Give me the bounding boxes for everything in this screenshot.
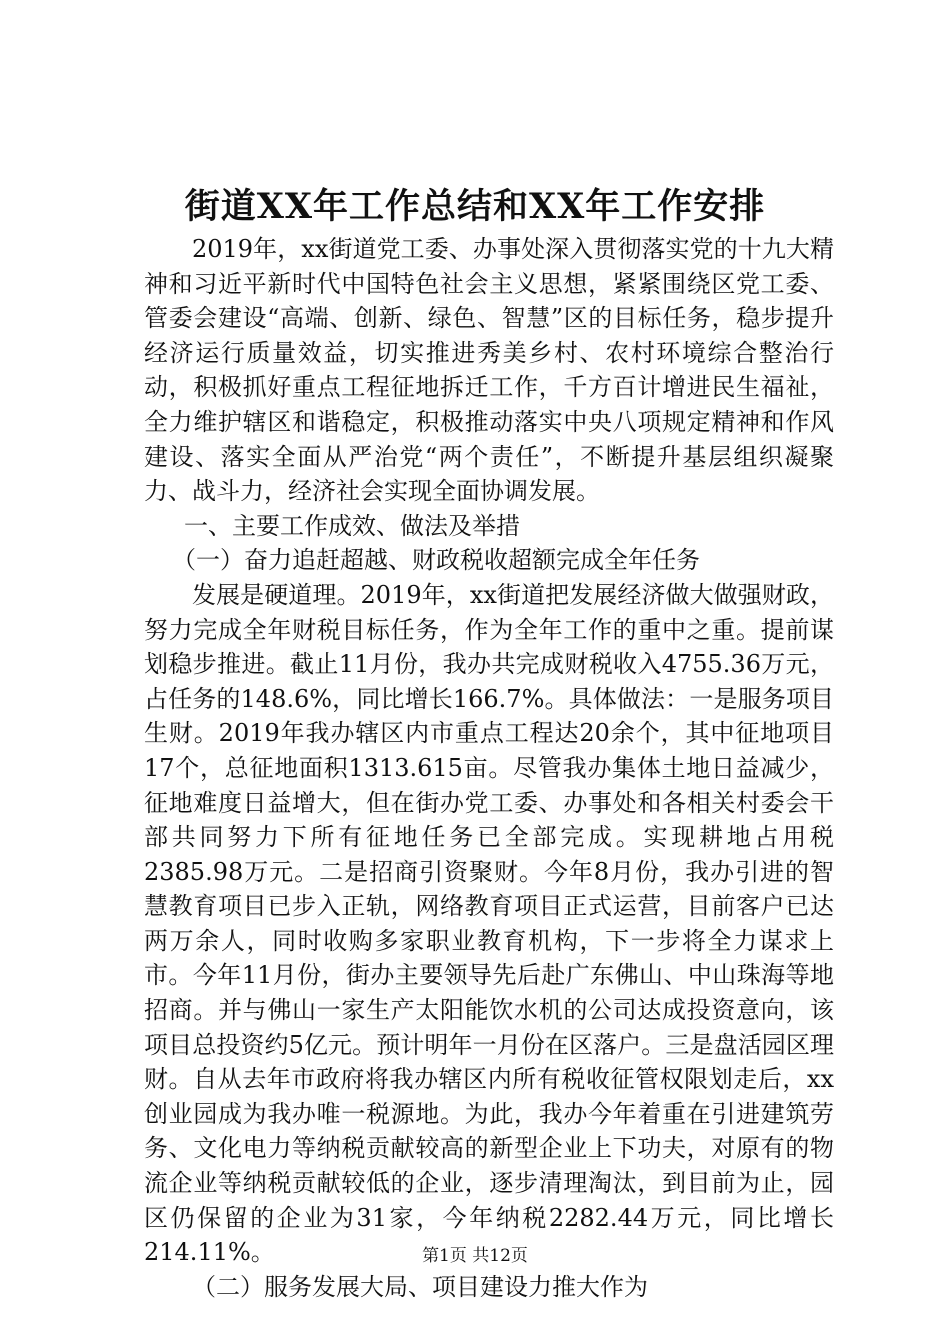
document-body: [144, 232, 834, 1304]
section-heading-1: 一、主要工作成效、做法及举措: [184, 511, 520, 540]
page-footer: 第1页 共12页: [422, 1246, 528, 1266]
document-title: 街道XX年工作总结和XX年工作安排: [184, 186, 766, 227]
subsection-heading-1: （一）奋力追赶超越、财政税收超额完成全年任务: [172, 546, 700, 575]
intro-paragraph: 2019年，xx街道党工委、办事处深入贯彻落实党的十九大精神和习近平新时代中国特色社会主义思想，紧紧围绕区党工委、管委会建设“高端、创新、绿色、智慧”区的目标任务，稳步提升经济运行质量效益，切实推进秀美乡村、农村环境综合整治行动，积极抓好重点工程征地拆迁工作，千方百计增进民生福祉，全力维护辖区和谐稳定，积极推动落实中央八项规定精神和作风建设、落实全面从严治党“两个责任”，不断提升基层组织凝聚力、战斗力，经济社会实现全面协调发展。: [144, 235, 834, 506]
subsection-heading-2: （二）服务发展大局、项目建设力推大作为: [192, 1272, 648, 1301]
body-paragraph-1: 发展是硬道理。2019年，xx街道把发展经济做大做强财政，努力完成全年财税目标任务，作为全年工作的重中之重。提前谋划稳步推进。截止11月份，我办共完成财税收入4755.36万元，占任务的148.6%，同比增长166.7%。具体做法：一是服务项目生财。2019年我办辖区内市重点工程达20余个，其中征地项目17个，总征地面积1313.615亩。尽管我办集体土地日益减少，征地难度日益增大，但在街办党工委、办事处和各相关村委会干部共同努力下所有征地任务已全部完成。实现耕地占用税2385.98万元。二是招商引资聚财。今年8月份，我办引进的智慧教育项目已步入正轨，网络教育项目正式运营，目前客户已达两万余人，同时收购多家职业教育机构，下一步将全力谋求上市。今年11月份，街办主要领导先后赴广东佛山、中山珠海等地招商。并与佛山一家生产太阳能饮水机的公司达成投资意向，该项目总投资约5亿元。预计明年一月份在区落户。三是盘活园区理财。自从去年市政府将我办辖区内所有税收征管权限划走后，xx创业园成为我办唯一税源地。为此，我办今年着重在引进建筑劳务、文化电力等纳税贡献较高的新型企业上下功夫，对原有的物流企业等纳税贡献较低的企业，逐步清理淘汰，到目前为止，园区仍保留的企业为31家，今年纳税2282.44万元，同比增长214.11%。: [144, 580, 834, 1267]
